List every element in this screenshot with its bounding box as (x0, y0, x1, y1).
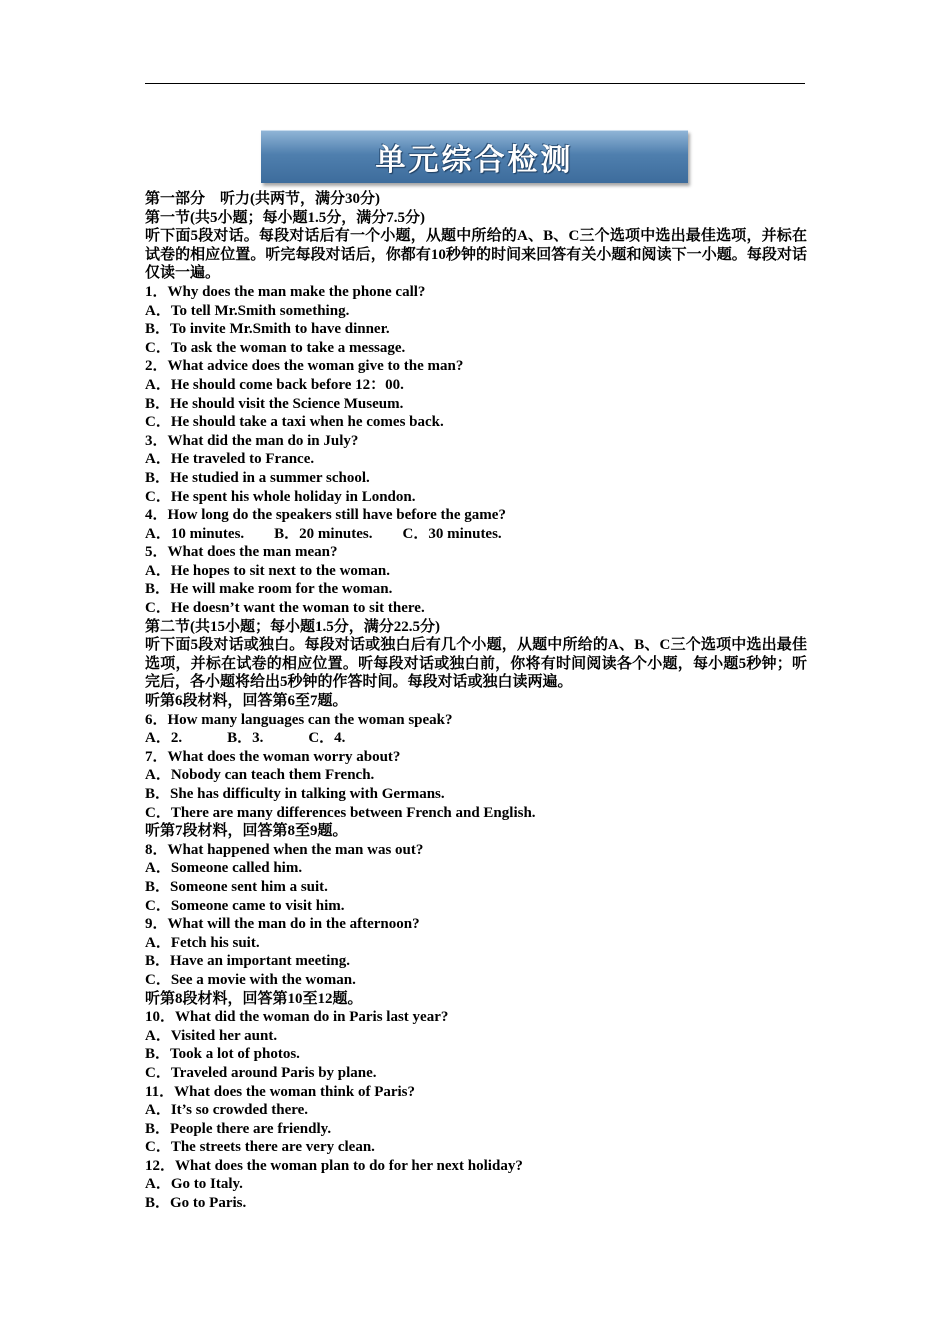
text-line: 听第8段材料，回答第10至12题。 (145, 990, 363, 1007)
text-line: C．There are many differences between French and English. (145, 804, 536, 821)
text-line: 第一部分 听力(共两节，满分30分) (145, 191, 380, 207)
text-line: 7．What does the woman worry about? (145, 748, 401, 765)
text-line: C．To ask the woman to take a message. (145, 339, 406, 356)
text-line: C．He doesn’t want the woman to sit there. (145, 600, 425, 617)
text-line: A．Go to Italy. (145, 1176, 243, 1193)
text-line: A．Nobody can teach them French. (145, 767, 375, 784)
text-line: 听第7段材料，回答第8至9题。 (145, 823, 348, 840)
text-line: C．See a movie with the woman. (145, 971, 356, 988)
exam-content (145, 190, 807, 1213)
text-line: B．Took a lot of photos. (145, 1046, 300, 1063)
text-line: A．Visited her aunt. (145, 1027, 278, 1044)
text-line: 1．Why does the man make the phone call? (145, 283, 426, 300)
text-line: B．Go to Paris. (145, 1195, 247, 1212)
text-line: 10．What did the woman do in Paris last year? (145, 1009, 449, 1026)
text-line: B．He will make room for the woman. (145, 581, 393, 598)
text-line: C．He spent his whole holiday in London. (145, 488, 416, 505)
text-line: B．He studied in a summer school. (145, 469, 370, 486)
text-line: A．10 minutes. B．20 minutes. C．30 minutes. (145, 525, 502, 542)
text-line: 4．How long do the speakers still have before the game? (145, 507, 506, 524)
text-line: 11．What does the woman think of Paris? (145, 1083, 416, 1100)
text-line: 2．What advice does the woman give to the man? (145, 358, 464, 375)
text-line: C．He should take a taxi when he comes back. (145, 414, 444, 431)
banner-title: 单元综合检测 (375, 143, 574, 178)
text-line: A．To tell Mr.Smith something. (145, 302, 350, 319)
text-line: 6．How many languages can the woman speak? (145, 711, 453, 728)
instruction-paragraph: 听下面5段对话或独白。每段对话或独白后有几个小题，从题中所给的A、B、C三个选项中选出最佳选项，并标在试卷的相应位置。听每段对话或独白前，你将有时间阅读各个小题，每小题5秒钟；听完后，各小题将给出5秒钟的作答时间。每段对话或独白读两遍。 (145, 637, 807, 691)
text-line: 第一节(共5小题；每小题1.5分，满分7.5分) (145, 209, 425, 226)
text-line: B．Have an important meeting. (145, 953, 350, 970)
text-line: B．She has difficulty in talking with Germans. (145, 786, 445, 802)
title-banner (261, 130, 688, 183)
text-line: C．Traveled around Paris by plane. (145, 1064, 377, 1081)
text-line: 听第6段材料，回答第6至7题。 (145, 693, 348, 710)
text-line: C．Someone came to visit him. (145, 897, 345, 914)
instruction-paragraph: 听下面5段对话。每段对话后有一个小题，从题中所给的A、B、C三个选项中选出最佳选项，并标在试卷的相应位置。听完每段对话后，你都有10秒钟的时间来回答有关小题和阅读下一小题。每段对话仅读一遍。 (145, 228, 807, 282)
text-line: A．2. B．3. C．4. (145, 730, 346, 747)
text-line: 第二节(共15小题；每小题1.5分，满分22.5分) (145, 618, 440, 635)
header-rule (145, 83, 805, 84)
text-line: 8．What happened when the man was out? (145, 841, 424, 858)
text-line: B．To invite Mr.Smith to have dinner. (145, 321, 390, 338)
text-line: 12．What does the woman plan to do for her next holiday? (145, 1157, 523, 1174)
text-line: A．It’s so crowded there. (145, 1102, 309, 1119)
text-line: C．The streets there are very clean. (145, 1139, 375, 1156)
text-line: A．Someone called him. (145, 860, 303, 877)
text-line: 5．What does the man mean? (145, 544, 338, 561)
text-line: 3．What did the man do in July? (145, 432, 359, 449)
text-line: A．He traveled to France. (145, 451, 315, 468)
text-line: 9．What will the man do in the afternoon? (145, 916, 420, 933)
text-line: A．Fetch his suit. (145, 934, 260, 951)
text-line: B．People there are friendly. (145, 1120, 332, 1137)
text-line: B．Someone sent him a suit. (145, 878, 328, 895)
text-line: B．He should visit the Science Museum. (145, 395, 404, 412)
text-line: A．He hopes to sit next to the woman. (145, 562, 390, 579)
text-line: A．He should come back before 12：00. (145, 376, 404, 393)
